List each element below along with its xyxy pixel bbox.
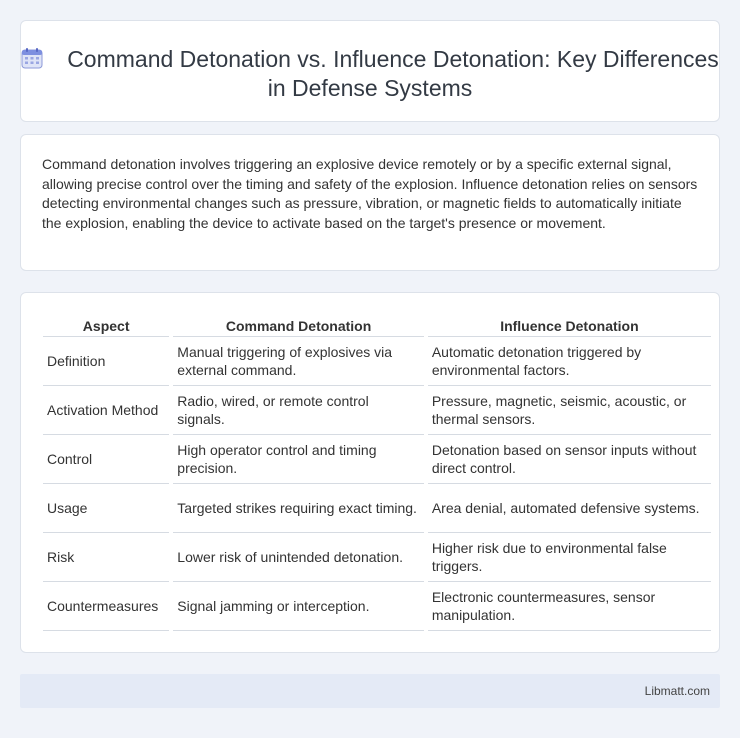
cell-aspect: Countermeasures [43,582,169,631]
page-title [21,45,719,103]
table-header-row [43,315,711,337]
intro-paragraph: Command detonation involves triggering an explosive device remotely or by a specific external signal, allowing precise control over the timing and safety of the explosion. Influence detonation relies on sensors detecting environmental changes such as pressure, vibration, or magnetic fields to automatically initiate the explosion, enabling the device to activate based on the target's presence or movement. [42,156,698,231]
intro-card [20,134,720,271]
cell-aspect: Usage [43,484,169,533]
page-title-text: Command Detonation vs. Influence Detonation: Key Differences in Defense Systems [67,46,719,101]
comparison-table [39,315,715,631]
cell-influence: Electronic countermeasures, sensor manipulation. [428,582,711,631]
cell-influence: Pressure, magnetic, seismic, acoustic, or thermal sensors. [428,386,711,435]
cell-command: Manual triggering of explosives via external command. [173,337,424,386]
title-card [20,20,720,122]
calendar-icon [21,47,43,69]
cell-influence: Area denial, automated defensive systems. [428,484,711,533]
cell-aspect: Control [43,435,169,484]
cell-command: High operator control and timing precision. [173,435,424,484]
cell-aspect: Risk [43,533,169,582]
cell-aspect: Definition [43,337,169,386]
footer-bar [20,674,720,708]
cell-aspect: Activation Method [43,386,169,435]
cell-command: Signal jamming or interception. [173,582,424,631]
cell-command: Radio, wired, or remote control signals. [173,386,424,435]
cell-command: Targeted strikes requiring exact timing. [173,484,424,533]
table-row [43,484,711,533]
cell-influence: Detonation based on sensor inputs without direct control. [428,435,711,484]
header-aspect: Aspect [43,315,169,337]
table-row [43,386,711,435]
table-row [43,337,711,386]
table-row [43,533,711,582]
cell-influence: Automatic detonation triggered by environmental factors. [428,337,711,386]
cell-command: Lower risk of unintended detonation. [173,533,424,582]
table-row [43,435,711,484]
cell-influence: Higher risk due to environmental false triggers. [428,533,711,582]
header-influence: Influence Detonation [428,315,711,337]
footer-brand[interactable]: Libmatt.com [644,684,710,698]
comparison-card [20,292,720,653]
header-command: Command Detonation [173,315,424,337]
table-row [43,582,711,631]
